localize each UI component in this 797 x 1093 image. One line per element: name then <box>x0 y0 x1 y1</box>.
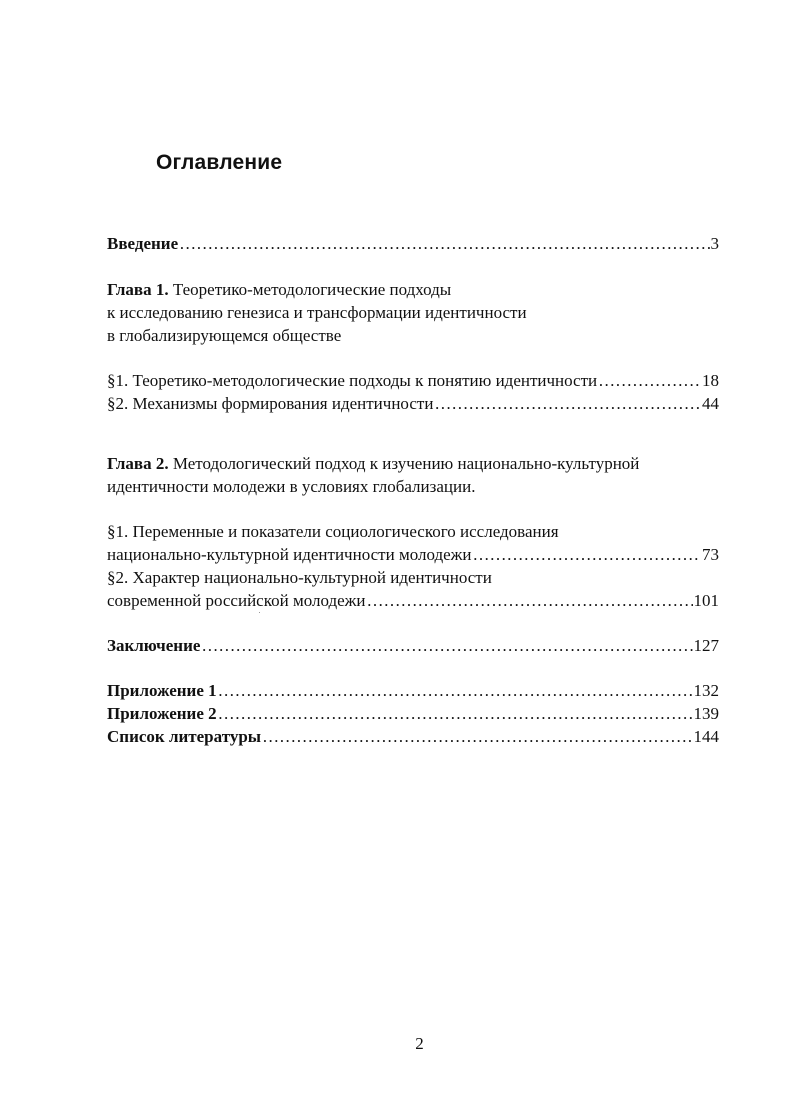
toc-label: национально-культурной идентичности молодежи <box>107 545 472 564</box>
toc-page-number: 101 <box>693 591 719 610</box>
toc-page-number: 139 <box>693 704 719 723</box>
chapter2-prefix: Глава 2. <box>107 454 169 473</box>
toc-page-number: 73 <box>702 545 719 564</box>
toc-entry-intro <box>107 232 719 255</box>
toc-leader <box>218 679 693 702</box>
toc-page-number: 44 <box>702 394 719 413</box>
chapter1-title-line: в глобализирующемся обществе <box>107 326 342 345</box>
toc-label: Приложение 2 <box>107 704 217 723</box>
chapter2-title-line: Методологический подход к изучению национально-культурной <box>172 454 640 473</box>
chapter2-title-line: идентичности молодежи в условиях глобализации. <box>107 477 476 496</box>
chapter1-title-line: Теоретико-методологические подходы <box>172 280 452 299</box>
table-of-contents <box>107 232 719 748</box>
toc-entry-ch2-s1 <box>107 543 719 566</box>
toc-leader <box>598 369 701 392</box>
toc-leader <box>201 634 692 657</box>
toc-entry-ch2-s2-line1: §2. Характер национально-культурной идентичности <box>107 568 492 587</box>
toc-leader <box>262 725 692 748</box>
toc-label: Заключение <box>107 636 201 655</box>
toc-label: современной российской молодежи <box>107 591 366 610</box>
toc-page-number: 127 <box>693 636 719 655</box>
toc-label: §1. Теоретико-методологические подходы к понятию идентичности <box>107 371 598 390</box>
toc-entry-ch1-s2 <box>107 392 719 415</box>
scan-speck <box>259 612 260 613</box>
toc-page-number: 132 <box>693 681 719 700</box>
toc-page-number: 18 <box>702 371 719 390</box>
toc-label: Введение <box>107 234 179 253</box>
toc-entry-ch2-s1-line1: §1. Переменные и показатели социологического исследования <box>107 522 559 541</box>
toc-entry-ch1-s1 <box>107 369 719 392</box>
chapter2-heading <box>107 452 719 475</box>
toc-leader <box>367 589 693 612</box>
toc-leader <box>179 232 709 255</box>
toc-entry-bibliography <box>107 725 719 748</box>
toc-page-number: 144 <box>693 727 719 746</box>
toc-entry-appendix2 <box>107 702 719 725</box>
toc-label: §2. Механизмы формирования идентичности <box>107 394 434 413</box>
page-title: Оглавление <box>156 151 283 174</box>
chapter1-heading <box>107 278 719 301</box>
toc-leader <box>218 702 693 725</box>
toc-entry-conclusion <box>107 634 719 657</box>
chapter1-title-line: к исследованию генезиса и трансформации идентичности <box>107 303 527 322</box>
toc-leader <box>473 543 701 566</box>
chapter1-prefix: Глава 1. <box>107 280 169 299</box>
toc-page-number: 3 <box>710 234 719 253</box>
toc-entry-appendix1 <box>107 679 719 702</box>
page-number: 2 <box>415 1034 424 1053</box>
toc-entry-ch2-s2 <box>107 589 719 612</box>
toc-label: Список литературы <box>107 727 262 746</box>
toc-leader <box>434 392 701 415</box>
toc-label: Приложение 1 <box>107 681 217 700</box>
